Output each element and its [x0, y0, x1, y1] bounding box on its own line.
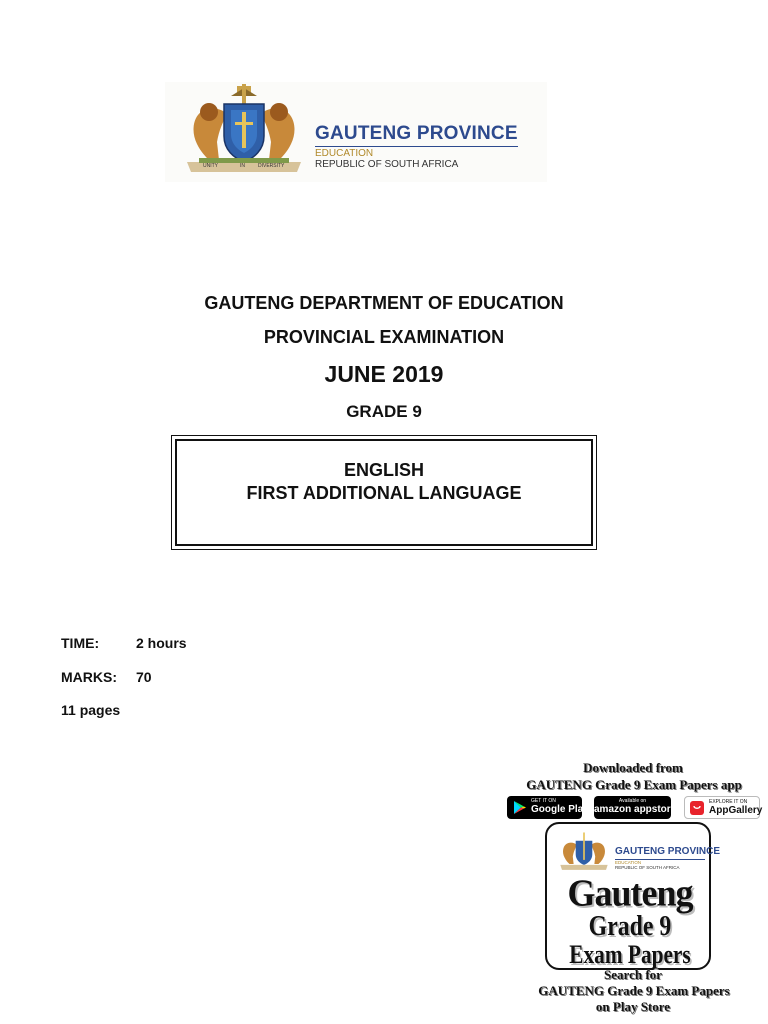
promo-search-app-name: GAUTENG Grade 9 Exam Papers	[538, 983, 730, 998]
amazon-appstore-badge[interactable]	[594, 796, 677, 819]
card-title-exam-papers: Exam Papers	[569, 940, 691, 969]
subject-name: ENGLISH	[343, 460, 424, 480]
gauteng-logo-banner	[165, 82, 547, 182]
huawei-big-text: AppGallery	[709, 805, 763, 816]
logo-divider	[315, 146, 518, 147]
amazon-small-text: Available on	[618, 798, 647, 804]
promo-play-store: on Play Store	[595, 999, 671, 1014]
logo-subtitle-education: EDUCATION	[315, 148, 374, 159]
department-heading: GAUTENG DEPARTMENT OF EDUCATION	[204, 293, 564, 313]
card-subtitle-education: EDUCATION	[615, 860, 642, 865]
huawei-icon	[690, 801, 704, 815]
exam-type-heading: PROVINCIAL EXAMINATION	[263, 327, 505, 347]
huawei-appgallery-badge[interactable]	[684, 796, 763, 819]
marks-value: 70	[136, 669, 152, 685]
motto-unity: UNITY	[203, 163, 218, 169]
promo-search-for: Search for	[604, 967, 662, 982]
promo-downloaded-from: Downloaded from	[583, 760, 683, 775]
google-play-icon	[513, 800, 527, 815]
motto-diversity: DIVERSITY	[258, 163, 285, 169]
card-subtitle-country: REPUBLIC OF SOUTH AFRICA	[615, 865, 680, 870]
card-brand: GAUTENG PROVINCE	[615, 846, 721, 857]
logo-title: GAUTENG PROVINCE	[315, 123, 518, 144]
subject-level: FIRST ADDITIONAL LANGUAGE	[246, 483, 522, 503]
time-label: TIME:	[61, 635, 100, 651]
exam-date-heading: JUNE 2019	[324, 361, 444, 387]
promo-app-name: GAUTENG Grade 9 Exam Papers app	[526, 777, 742, 792]
marks-label: MARKS:	[61, 669, 117, 685]
huawei-small-text: EXPLORE IT ON	[709, 799, 748, 805]
grade-heading: GRADE 9	[346, 402, 422, 421]
page-count: 11 pages	[61, 702, 121, 718]
card-coat-of-arms-icon	[557, 830, 611, 874]
google-play-badge[interactable]	[507, 796, 589, 819]
amazon-big-text: amazon appstore	[594, 804, 677, 815]
app-icon-card[interactable]	[545, 822, 721, 970]
motto-in: IN	[240, 163, 245, 169]
google-play-small-text: GET IT ON	[531, 798, 556, 804]
time-value: 2 hours	[136, 635, 187, 651]
google-play-big-text: Google Play	[531, 804, 589, 815]
logo-subtitle-country: REPUBLIC OF SOUTH AFRICA	[315, 159, 459, 170]
card-title-grade: Grade 9	[588, 911, 672, 942]
card-title-gauteng: Gauteng	[567, 872, 693, 914]
subject-box-inner-border	[175, 439, 593, 546]
subject-box	[171, 435, 597, 550]
